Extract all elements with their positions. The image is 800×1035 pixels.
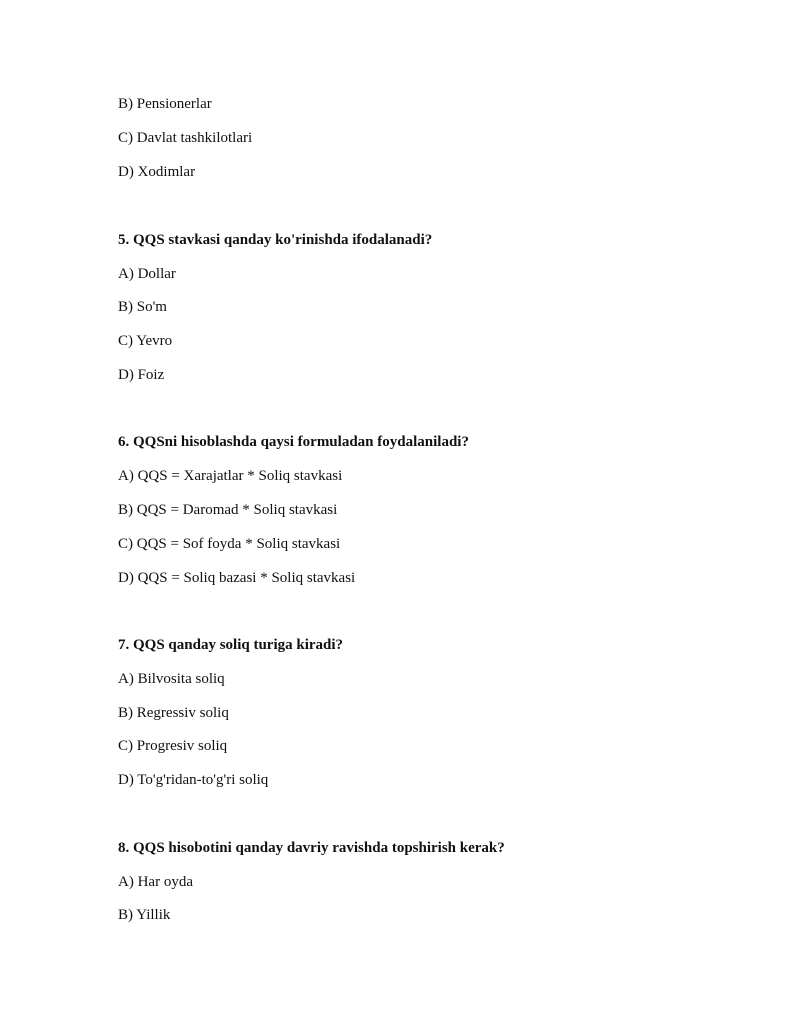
option-text: A) Bilvosita soliq (118, 671, 225, 687)
option-text: A) Har oyda (118, 874, 193, 890)
question-heading: 8. QQS hisobotini qanday davriy ravishda topshirish kerak? (118, 840, 505, 856)
question-heading: 6. QQSni hisoblashda qaysi formuladan foydalaniladi? (118, 434, 469, 450)
option-text: B) Regressiv soliq (118, 705, 229, 721)
option-text: C) Davlat tashkilotlari (118, 130, 253, 146)
option-text: A) QQS = Xarajatlar * Soliq stavkasi (118, 468, 343, 484)
option-text: C) Progresiv soliq (118, 738, 228, 754)
option-text: A) Dollar (118, 266, 176, 282)
option-text: B) Pensionerlar (118, 96, 212, 112)
option-text: D) Xodimlar (118, 164, 196, 180)
option-text: D) To'g'ridan-to'g'ri soliq (118, 772, 269, 788)
option-text: B) QQS = Daromad * Soliq stavkasi (118, 502, 338, 518)
option-text: D) Foiz (118, 367, 165, 383)
option-text: B) So'm (118, 299, 167, 315)
question-heading: 7. QQS qanday soliq turiga kiradi? (118, 637, 344, 653)
option-text: C) QQS = Sof foyda * Soliq stavkasi (118, 536, 341, 552)
option-text: C) Yevro (118, 333, 173, 349)
question-heading: 5. QQS stavkasi qanday ko'rinishda ifodalanadi? (118, 232, 433, 248)
option-text: B) Yillik (118, 907, 171, 923)
option-text: D) QQS = Soliq bazasi * Soliq stavkasi (118, 570, 356, 586)
